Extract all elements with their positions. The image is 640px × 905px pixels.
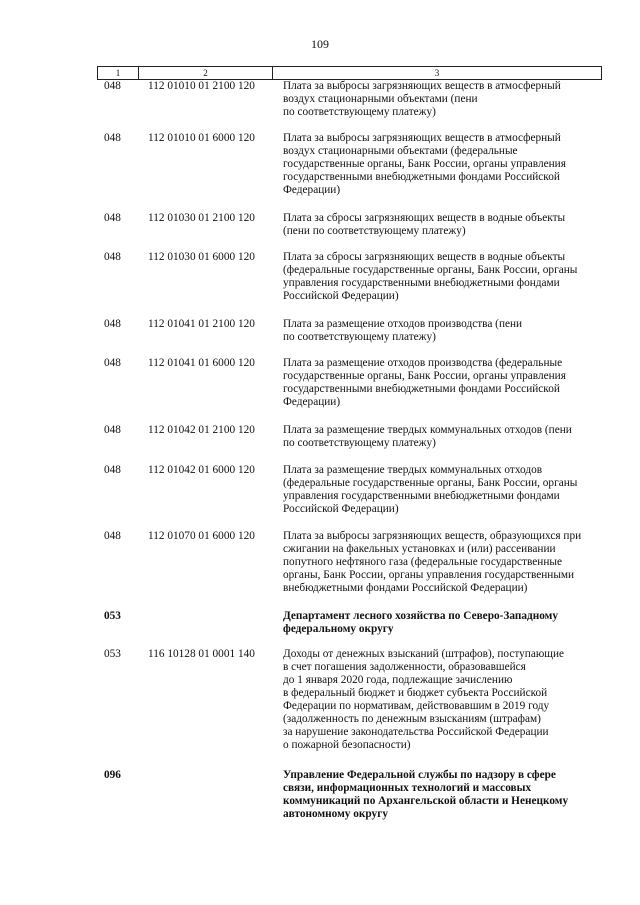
admin-code: 048 — [104, 464, 121, 476]
admin-code: 048 — [104, 424, 121, 436]
department-name: Департамент лесного хозяйства по Северо-Западному федеральному округу — [283, 610, 559, 635]
revenue-code: 112 01042 01 2100 120 — [148, 424, 255, 436]
revenue-name: Плата за размещение твердых коммунальных отходов (пени по соответствующему платежу) — [283, 424, 572, 449]
department-name: Управление Федеральной службы по надзору в сфере связи, информационных технологий и массовых коммуникаций по Архангельской области и Ненецкому автономному округу — [283, 769, 569, 820]
column-header-2: 2 — [139, 67, 273, 79]
revenue-code: 112 01030 01 6000 120 — [148, 251, 255, 263]
admin-code: 048 — [104, 318, 121, 330]
revenue-code: 112 01070 01 6000 120 — [148, 530, 255, 542]
revenue-name: Плата за сбросы загрязняющих веществ в водные объекты (пени по соответствующему платежу) — [283, 212, 566, 237]
revenue-code: 112 01041 01 6000 120 — [148, 357, 255, 369]
revenue-name: Плата за сбросы загрязняющих веществ в водные объекты (федеральные государственные органы, Банк России, органы управления государственными внебюджетными фондами Российской Федерации) — [283, 251, 578, 302]
revenue-name: Плата за размещение отходов производства (федеральные государственные органы, Банк России, органы управления государственными внебюджетными фондами Российской Федерации) — [283, 357, 566, 408]
table-header — [97, 66, 602, 80]
admin-code: 048 — [104, 530, 121, 542]
admin-code: 048 — [104, 132, 121, 144]
revenue-code: 112 01030 01 2100 120 — [148, 212, 255, 224]
admin-code: 053 — [104, 610, 121, 622]
column-header-3: 3 — [434, 68, 440, 78]
revenue-code: 112 01010 01 6000 120 — [148, 132, 255, 144]
admin-code: 048 — [104, 80, 121, 92]
admin-code: 048 — [104, 251, 121, 263]
admin-code: 048 — [104, 212, 121, 224]
revenue-code: 116 10128 01 0001 140 — [148, 648, 255, 660]
revenue-code: 112 01042 01 6000 120 — [148, 464, 255, 476]
admin-code: 048 — [104, 357, 121, 369]
revenue-name: Плата за выбросы загрязняющих веществ, образующихся при сжигании на факельных установках и (или) рассеивании попутного нефтяного газа (федеральные государственные органы, Банк России, органы управления государственными внебюджетными фондами Российской Федерации) — [283, 530, 582, 594]
page-number: 109 — [311, 37, 329, 51]
admin-code: 053 — [104, 648, 121, 660]
column-header-1: 1 — [98, 67, 139, 79]
revenue-name: Плата за выбросы загрязняющих веществ в атмосферный воздух стационарными объектами (федеральные государственные органы, Банк России, органы управления государственными внебюджетными фондами Российской Федерации) — [283, 132, 566, 196]
revenue-name: Плата за выбросы загрязняющих веществ в атмосферный воздух стационарными объектами (пени по соответствующему платежу) — [283, 80, 561, 118]
revenue-name: Плата за размещение твердых коммунальных отходов (федеральные государственные органы, Банк России, органы управления государственными внебюджетными фондами Российской Федерации) — [283, 464, 578, 515]
revenue-code: 112 01010 01 2100 120 — [148, 80, 255, 92]
revenue-name: Плата за размещение отходов производства (пени по соответствующему платежу) — [283, 318, 523, 343]
revenue-code: 112 01041 01 2100 120 — [148, 318, 255, 330]
revenue-name: Доходы от денежных взысканий (штрафов), поступающие в счет погашения задолженности, образовавшейся до 1 января 2020 года, подлежащие зачислению в федеральный бюджет и бюджет субъекта Российской Федерации по нормативам, действовавшим в 2019 году (задолженность по денежным взысканиям (штрафам) за нарушение законодательства Российской Федерации о пожарной безопасности) — [283, 648, 565, 751]
admin-code: 096 — [104, 769, 121, 781]
